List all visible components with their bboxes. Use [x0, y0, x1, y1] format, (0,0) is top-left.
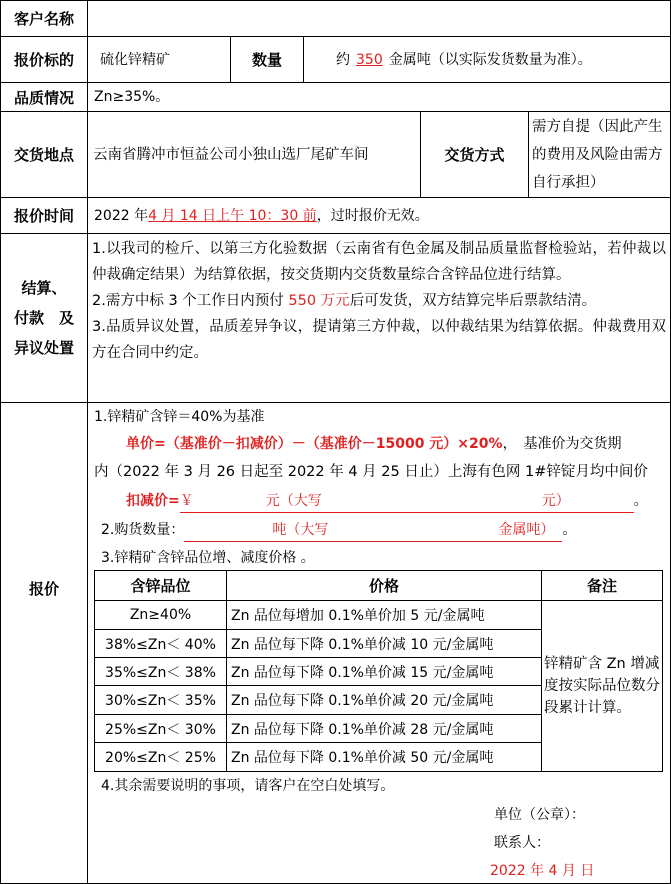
customer-name-label: 客户名称 [13, 10, 74, 28]
quality-value: Zn≥35%。 [94, 89, 170, 105]
deduction-field[interactable] [180, 490, 634, 513]
unit-price-formula: 单价=（基准价－扣减价）－（基准价－15000 元）×20% [126, 436, 503, 452]
row-divider [0, 233, 671, 234]
quality-label: 品质情况 [13, 88, 74, 107]
header-grade: 含锌品位 [130, 577, 191, 595]
sign-date: 2022 年 4 月 日 [490, 863, 595, 879]
delivery-method-label: 交货方式 [444, 146, 505, 164]
col-divider [303, 36, 304, 83]
time-suffix: ，过时报价无效。 [316, 207, 429, 224]
settlement-clause-3: 3.品质异议处置，品质差异争议，提请第三方仲裁，以仲裁结果为结算依据。仲裁费用双方在合同中约定。 [92, 319, 666, 361]
settlement-label-line2: 付款 及 [13, 309, 74, 327]
grade-cell: 30%≤Zn＜ 35% [105, 693, 216, 709]
price-cell: Zn 品位每下降 0.1%单价减 15 元/金属吨 [231, 664, 494, 681]
purchase-qty-close: 金属吨） [498, 522, 555, 538]
header-price: 价格 [368, 577, 399, 595]
unit-price-formula-line [126, 431, 622, 457]
base-price-description: 内（2022 年 3 月 26 日起至 2022 年 4 月 25 日止）上海有色网 1#锌锭月均中间价 [94, 464, 648, 480]
unit-seal: 单位（公章）： [494, 807, 585, 823]
prepayment-amount: 550 万元 [288, 293, 350, 309]
settlement-label [1, 234, 87, 402]
deduction-currency: ￥ [179, 493, 194, 509]
grade-cell: Zn≥40% [129, 607, 192, 623]
clause2-b: 后可发货，双方结算完毕后票款结清。 [349, 293, 597, 309]
delivery-place-label: 交货地点 [13, 146, 74, 164]
quantity-value [336, 37, 668, 82]
settlement-clause-1: 1.以我司的检斤、以第三方化验数据（云南省有色金属及制品质量监督检验站，若仲裁以仲裁确定结果）为结算依据，按交货期内交货数量综合含锌品位进行结算。 [92, 241, 666, 283]
time-prefix: 2022 年 [94, 207, 149, 224]
price-cell: Zn 品位每下降 0.1%单价减 20 元/金属吨 [231, 693, 494, 709]
deduction-line [126, 488, 648, 514]
purchase-qty-unit: 吨（大写 [272, 522, 329, 538]
grade-cell: 20%≤Zn＜ 25% [105, 750, 216, 766]
time-deadline: 4 月 14 日上午 10：30 前 [148, 207, 317, 224]
table-rule [541, 570, 542, 772]
label-column-divider [87, 0, 88, 884]
grade-cell: 35%≤Zn＜ 38% [105, 664, 216, 681]
quote-time-value [94, 198, 664, 233]
grade-cell: 25%≤Zn＜ 30% [105, 721, 216, 738]
purchase-qty-field[interactable] [184, 519, 562, 542]
price-cell: Zn 品位每下降 0.1%单价减 50 元/金属吨 [231, 750, 494, 766]
purchase-qty-end: 。 [562, 522, 577, 538]
price-cell: Zn 品位每下降 0.1%单价减 10 元/金属吨 [231, 636, 494, 653]
delivery-place-value: 云南省腾冲市恒益公司小独山选厂尾矿车间 [93, 146, 369, 163]
settlement-clause-2 [92, 288, 666, 314]
customer-name-field[interactable] [92, 1, 667, 36]
table-rule [662, 570, 663, 772]
header-remark: 备注 [586, 577, 617, 595]
qty-number: 350 [356, 51, 383, 68]
qty-prefix: 约 [336, 51, 350, 68]
contact-person: 联系人： [494, 835, 550, 851]
row-divider [0, 402, 671, 403]
deduction-close: 元） [541, 493, 570, 509]
grade-cell: 38%≤Zn＜ 40% [105, 636, 216, 653]
deduction-label: 扣减价= [126, 493, 180, 509]
quote-subject-label: 报价标的 [13, 51, 74, 69]
col-divider [528, 111, 529, 198]
clause2-a: 2.需方中标 3 个工作日内预付 [92, 293, 289, 309]
delivery-method-value: 需方自提（因此产生的费用及风险由需方自行承担） [532, 118, 663, 191]
settlement-content [92, 236, 666, 366]
purchase-qty-line [101, 517, 576, 543]
quantity-label: 数量 [251, 51, 282, 69]
remark-cell: 锌精矿含 Zn 增减度按实际品位数分段累计计算。 [544, 656, 660, 716]
qty-suffix: 金属吨（以实际发货数量为准）。 [388, 51, 592, 68]
base-grade-line: 1.锌精矿含锌＝40%为基准 [94, 409, 265, 425]
deduction-unit: 元（大写 [265, 493, 322, 509]
deduction-end: 。 [633, 493, 648, 509]
price-label: 报价 [28, 579, 59, 598]
other-matters: 4.其余需要说明的事项，请客户在空白处填写。 [101, 778, 395, 794]
settlement-label-line3: 异议处置 [13, 339, 74, 357]
quote-subject-value: 硫化锌精矿 [100, 51, 170, 68]
formula-tail: ， 基准价为交货期 [502, 436, 622, 452]
settlement-label-line1: 结算、 [21, 279, 67, 297]
price-cell: Zn 品位每增加 0.1%单价加 5 元/金属吨 [231, 608, 485, 624]
table-rule [94, 771, 663, 772]
purchase-qty-label: 2.购货数量： [101, 522, 185, 538]
price-cell: Zn 品位每下降 0.1%单价减 28 元/金属吨 [231, 721, 494, 738]
grade-adjust-title: 3.锌精矿含锌品位增、减度价格 。 [101, 550, 315, 566]
quote-time-label: 报价时间 [13, 207, 74, 225]
